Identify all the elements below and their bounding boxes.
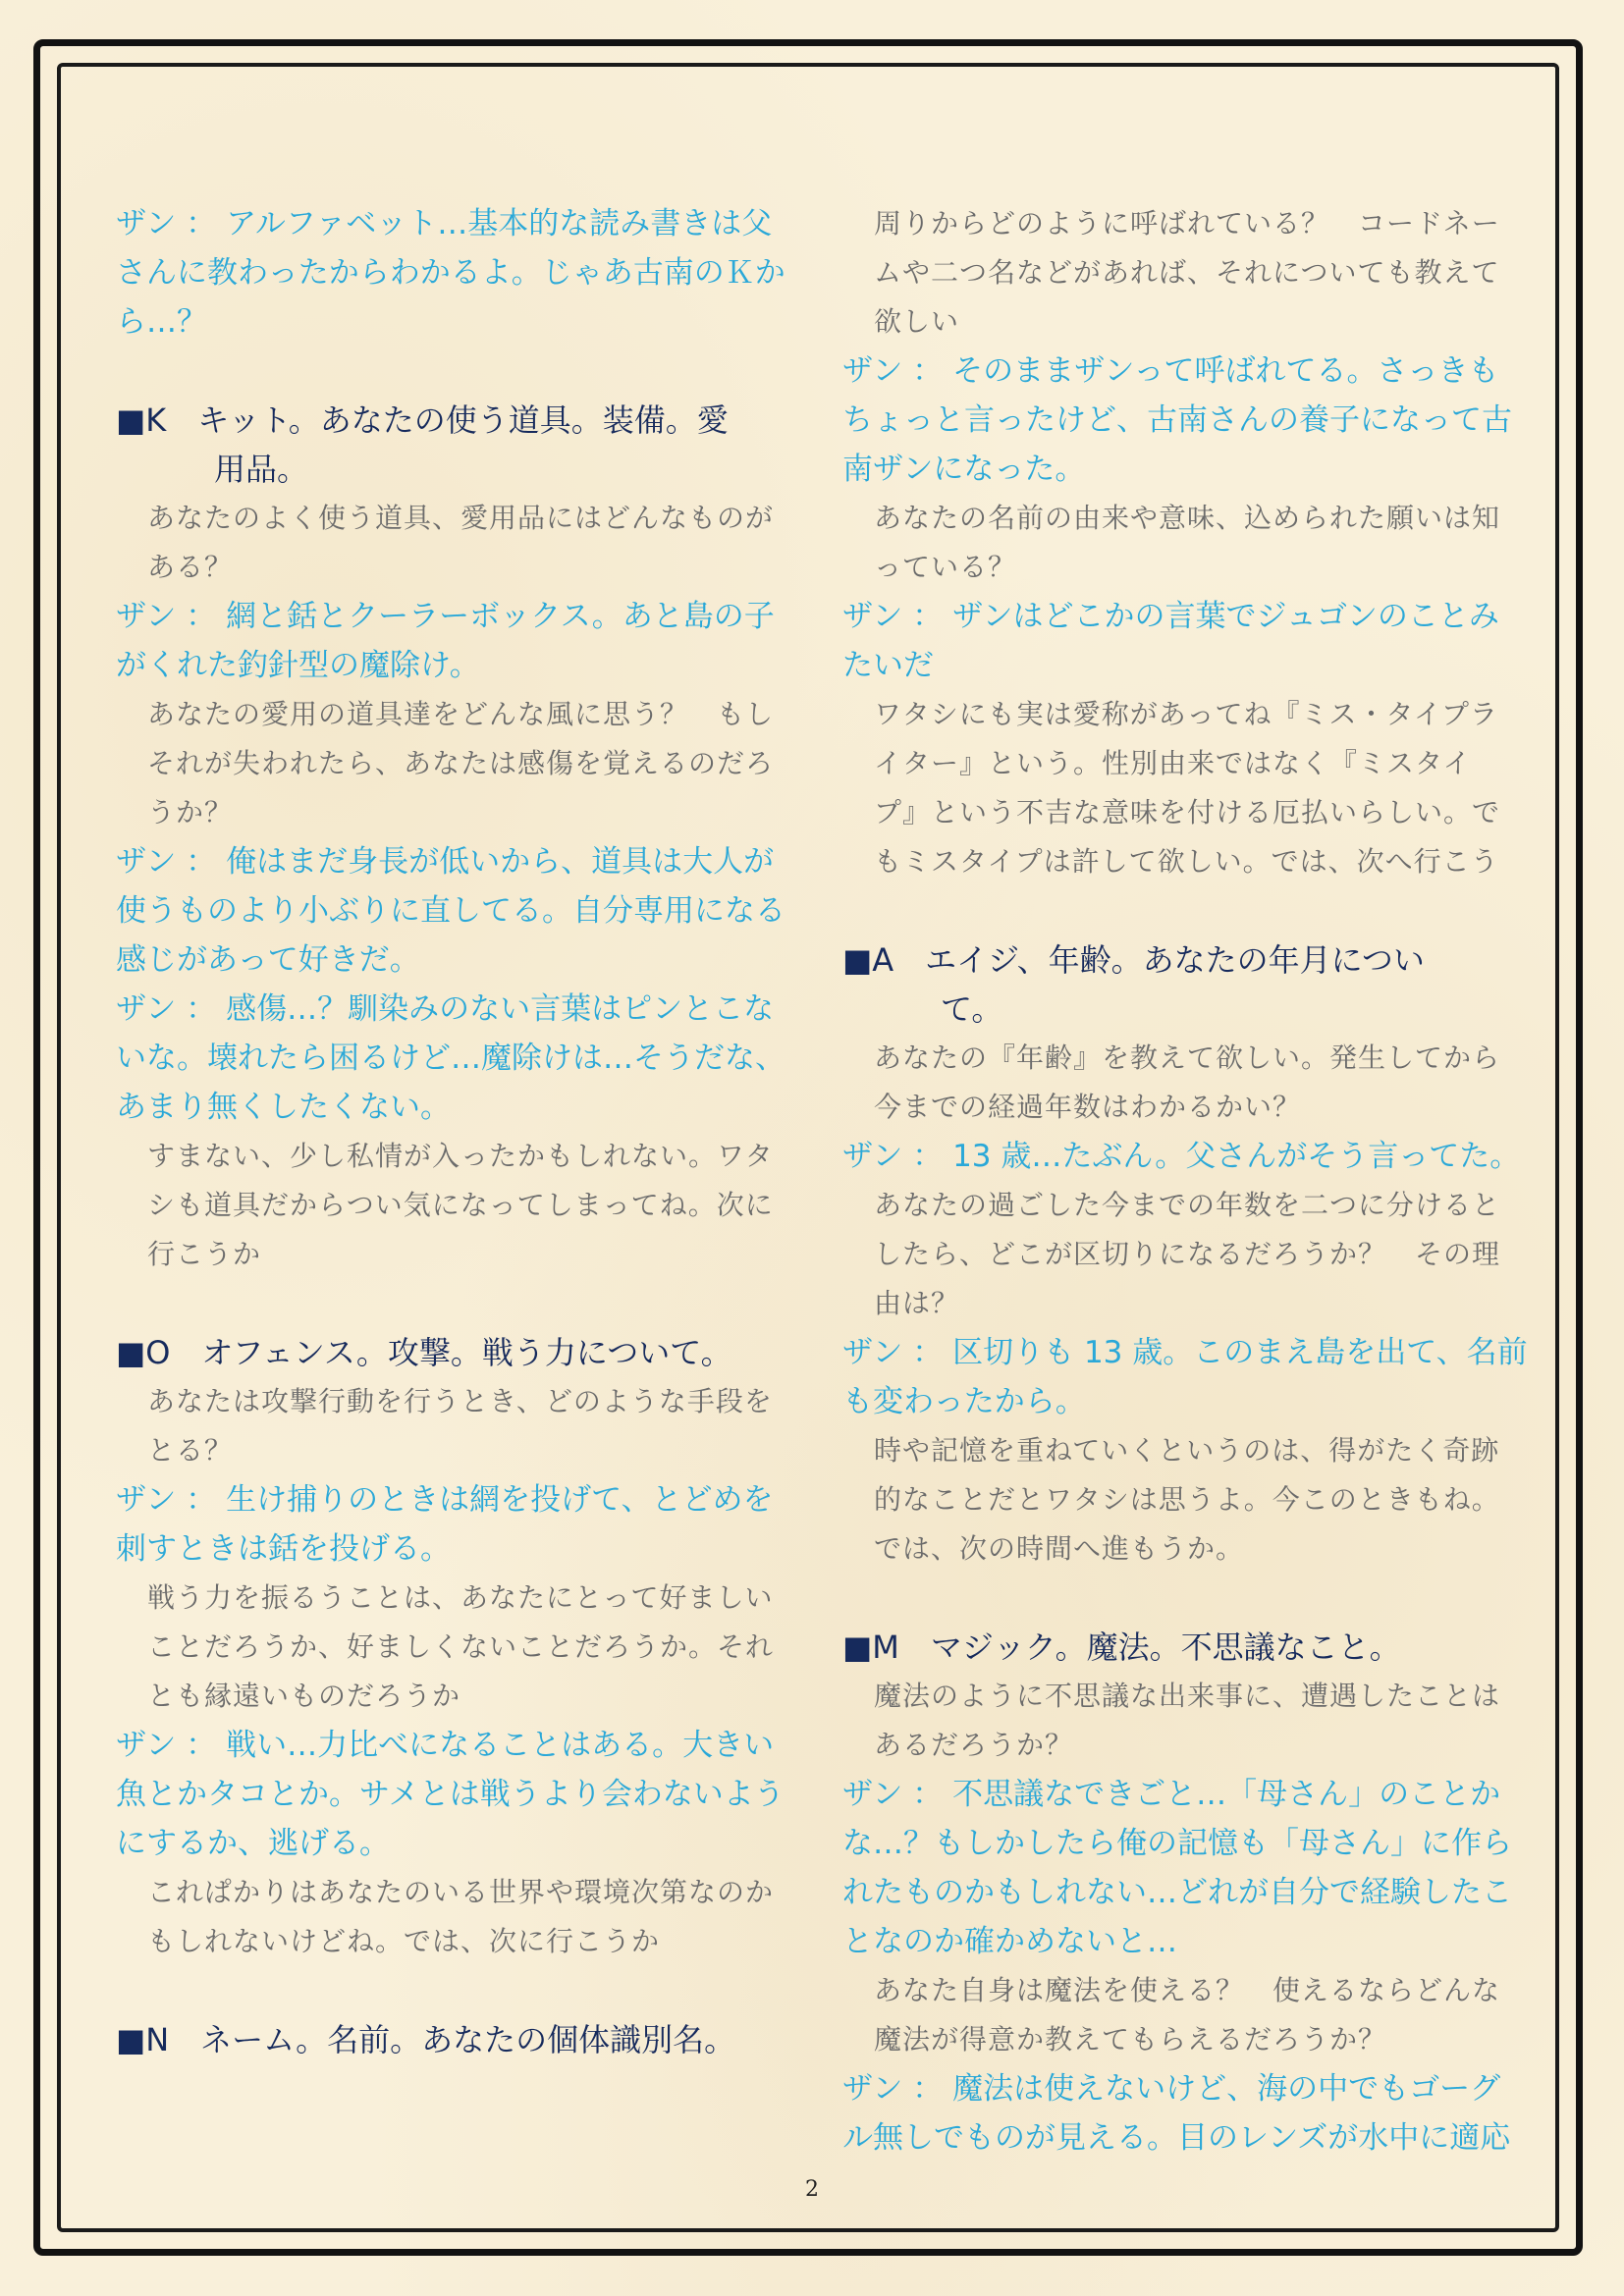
question-line: うか？ (147, 796, 234, 828)
section-heading: ■K キット。あなたの使う道具。装備。愛 (116, 401, 729, 439)
dialogue-line: にするか、逃げる。 (116, 1826, 390, 1861)
dialogue-line: ら…？ (116, 304, 207, 340)
dialogue-line: ちょっと言ったけど、古南さんの養子になって古 (842, 402, 1512, 438)
dialogue-line: ザン ： 区切りも 13 歳。このまえ島を出て、名前 (842, 1335, 1528, 1370)
section-heading: ■N ネーム。名前。あなたの個体識別名。 (116, 2021, 736, 2058)
question-line: あなたの『年齢』を教えて欲しい。発生してから (874, 1041, 1501, 1074)
left-column (116, 199, 785, 2064)
spacer (842, 1574, 1506, 1623)
dialogue-line: ザン ： そのままザンって呼ばれてる。さっきも (842, 353, 1499, 389)
dialogue-line: ザン ： 網と銛とクーラーボックス。あと島の子 (116, 599, 775, 634)
dialogue-line: となのか確かめないと… (842, 1924, 1177, 1959)
dialogue-line: 刺すときは銛を投げる。 (116, 1531, 451, 1567)
question-line: したら、どこが区切りになるだろうか？ その理 (874, 1238, 1501, 1270)
page-number: 2 (805, 2177, 819, 2202)
question-line: 魔法が得意か教えてもらえるだろうか？ (874, 2023, 1387, 2056)
dialogue-line: ザン ： 不思議なできごと…「母さん」のことか (842, 1777, 1501, 1812)
question-line: あなたの名前の由来や意味、込められた願いは知 (874, 502, 1501, 534)
question-line: あなたのよく使う道具、愛用品にはどんなものが (147, 502, 775, 534)
dialogue-line: ザン ： ザンはどこかの言葉でジュゴンのことみ (842, 599, 1499, 634)
dialogue-line: がくれた釣針型の魔除け。 (116, 648, 480, 683)
question-line: 時や記憶を重ねていくというのは、得がたく奇跡 (874, 1434, 1500, 1467)
question-line: 魔法のように不思議な出来事に、遭遇したことは (874, 1680, 1501, 1712)
dialogue-line: さんに教わったからわかるよ。じゃあ古南のＫか (116, 255, 785, 291)
question-line: ある？ (147, 551, 234, 583)
dialogue-line: 魚とかタコとか。サメとは戦うより会わないよう (116, 1777, 785, 1812)
section-heading-continuation: 用品。 (214, 451, 309, 488)
question-line: すまない、少し私情が入ったかもしれない。ワタ (147, 1140, 774, 1172)
question-line: 由は？ (874, 1287, 960, 1319)
question-line: 戦う力を振るうことは、あなたにとって好ましい (147, 1581, 774, 1614)
right-column (842, 199, 1528, 2163)
dialogue-line: ザン ： アルファベット…基本的な読み書きは父 (116, 206, 773, 241)
question-line: あるだろうか？ (874, 1729, 1074, 1761)
question-line: 今までの経過年数はわかるかい？ (874, 1091, 1302, 1123)
dialogue-line: ザン ： 感傷…？馴染みのない言葉はピンとこな (116, 991, 775, 1027)
question-line: シも道具だからつい気になってしまってね。次に (147, 1189, 774, 1221)
question-line: 行こうか (147, 1238, 262, 1270)
dialogue-line: ザン ： 13 歳…たぶん。父さんがそう言ってた。 (842, 1139, 1521, 1174)
question-line: では、次の時間へ進もうか。 (874, 1532, 1245, 1565)
dialogue-line: も変わったから。 (842, 1384, 1086, 1419)
question-line: あなた自身は魔法を使える？ 使えるならどんな (874, 1974, 1501, 2006)
section-heading: ■O オフェンス。攻撃。戦う力について。 (116, 1334, 732, 1371)
dialogue-line: いな。壊れたら困るけど…魔除けは…そうだな、 (116, 1041, 785, 1076)
dialogue-line: たいだ (842, 648, 934, 683)
dialogue-line: れたものかもしれない…どれが自分で経験したこ (842, 1875, 1512, 1910)
question-line: とる？ (147, 1434, 234, 1467)
dialogue-line: な…？もしかしたら俺の記憶も「母さん」に作ら (842, 1826, 1512, 1861)
dialogue-line: ザン ： 俺はまだ身長が低いから、道具は大人が (116, 844, 775, 880)
question-line: ワタシにも実は愛称があってね『ミス・タイプラ (874, 698, 1499, 730)
question-line: 周りからどのように呼ばれている？ コードネー (874, 207, 1500, 240)
dialogue-line: ザン ： 生け捕りのときは網を投げて、とどめを (116, 1482, 774, 1518)
dialogue-line: 南ザンになった。 (842, 452, 1086, 487)
dialogue-line: ル無しでものが見える。目のレンズが水中に適応 (842, 2120, 1511, 2156)
dialogue-line: 感じがあって好きだ。 (116, 942, 420, 978)
question-line: あなたは攻撃行動を行うとき、どのような手段を (147, 1385, 773, 1417)
question-line: それが失われたら、あなたは感傷を覚えるのだろ (147, 747, 775, 779)
dialogue-line: 使うものより小ぶりに直してる。自分専用になる (116, 893, 785, 929)
question-line: イター』という。性別由来ではなく『ミスタイ (874, 747, 1472, 779)
question-line: あなたの過ごした今までの年数を二つに分けると (874, 1189, 1501, 1221)
question-line: ムや二つ名などがあれば、それについても教えて (874, 256, 1500, 289)
section-heading: ■A エイジ、年齢。あなたの年月につい (842, 941, 1425, 979)
spacer (842, 886, 1506, 935)
question-line: ことだろうか、好ましくないことだろうか。それ (147, 1630, 775, 1663)
question-line: プ』という不吉な意味を付ける厄払いらしい。で (874, 796, 1501, 828)
dialogue-line: ザン ： 戦い…力比べになることはある。大きい (116, 1728, 775, 1763)
question-line: 欲しい (874, 305, 960, 338)
question-line: あなたの愛用の道具達をどんな風に思う？ もし (147, 698, 775, 730)
section-heading-continuation: て。 (941, 990, 1003, 1028)
question-line: とも縁遠いものだろうか (147, 1680, 461, 1712)
dialogue-line: あまり無くしたくない。 (116, 1090, 451, 1125)
question-line: っている？ (874, 551, 1017, 583)
question-line: 的なことだとワタシは思うよ。今このときもね。 (874, 1483, 1500, 1516)
section-heading: ■M マジック。魔法。不思議なこと。 (842, 1629, 1401, 1666)
dialogue-line: ザン ： 魔法は使えないけど、海の中でもゴーグ (842, 2071, 1501, 2107)
question-line: これぱかりはあなたのいる世界や環境次第なのか (147, 1876, 775, 1908)
spacer (116, 347, 780, 396)
question-line: もミスタイプは許して欲しい。では、次へ行こう (874, 845, 1499, 878)
spacer (116, 1279, 780, 1328)
question-line: もしれないけどね。では、次に行こうか (147, 1925, 661, 1957)
spacer (116, 1966, 780, 2015)
